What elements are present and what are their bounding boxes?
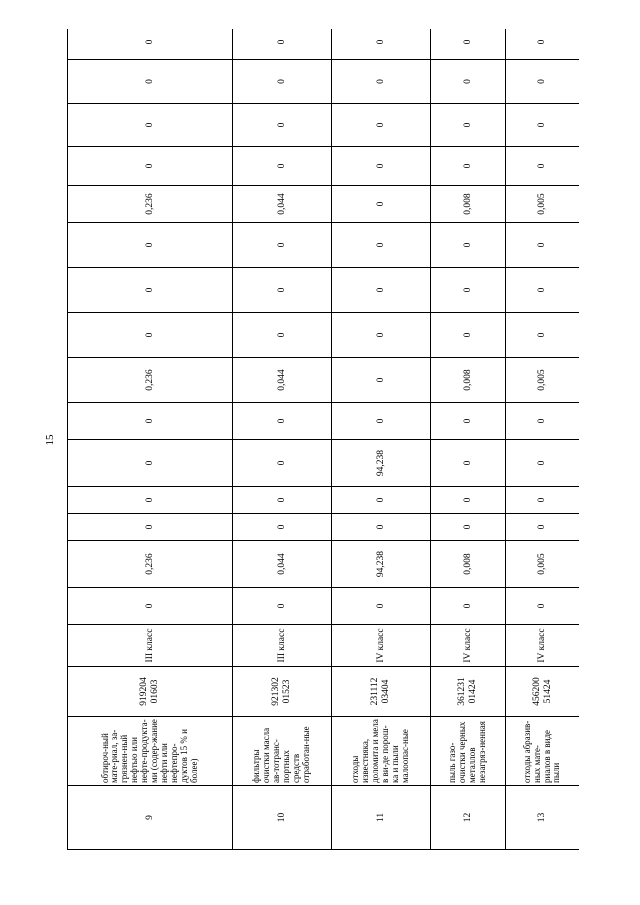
value-cell: 0 [431,313,506,358]
value-cell: 0 [332,60,431,104]
value-cell: 0 [332,358,431,403]
value-cell: 94,238 [332,440,431,487]
value-cell: 0 [506,60,580,104]
value-cell: 0 [506,29,580,60]
value-cell: 0 [233,60,332,104]
value-cell: 0,008 [431,541,506,588]
value-cell: 0 [431,223,506,268]
row-number-cell: 13 [506,786,580,850]
row-number-cell: 12 [431,786,506,850]
value-cell: 0 [506,268,580,313]
value-cell: 0 [506,588,580,625]
value-cell: 0,008 [431,358,506,403]
table-body [68,29,580,850]
value-cell: 0,236 [68,186,233,223]
value-cell: 0 [233,268,332,313]
value-cell: 0 [68,268,233,313]
value-cell: 0 [233,487,332,514]
value-cell: 0 [332,487,431,514]
value-cell: 0 [332,514,431,541]
hazard-class-cell: III класс [68,625,233,667]
value-cell: 0,005 [506,358,580,403]
value-cell: 0 [506,440,580,487]
value-cell: 0 [431,268,506,313]
value-cell: 0 [506,514,580,541]
hazard-class-cell: IV класс [431,625,506,667]
value-cell: 0 [68,104,233,147]
value-cell: 0 [506,487,580,514]
row-number-cell: 9 [68,786,233,850]
value-cell: 0 [68,223,233,268]
value-cell: 0 [68,440,233,487]
waste-code-cell: 361231 01424 [431,667,506,717]
value-cell: 0 [68,514,233,541]
waste-name-cell: отходы известняка, доломита и мела в ви-де порош-ка и пыли малоопас-ные [332,717,431,786]
value-cell: 0 [233,147,332,186]
value-cell: 0,005 [506,541,580,588]
value-cell: 0 [431,60,506,104]
value-cell: 0 [332,186,431,223]
value-cell: 0 [506,313,580,358]
hazard-class-cell: IV класс [506,625,580,667]
value-cell: 0,005 [506,186,580,223]
waste-code-cell: 456200 51424 [506,667,580,717]
value-cell: 0 [431,147,506,186]
value-cell: 0 [233,440,332,487]
value-cell: 0 [506,104,580,147]
page-number: 15 [44,434,56,446]
value-cell: 0 [506,223,580,268]
value-cell: 0 [68,60,233,104]
waste-name-cell: пыль газо-очистки черных металлов незагряз-ненная [431,717,506,786]
value-cell: 0 [233,514,332,541]
value-cell: 0 [332,147,431,186]
waste-name-cell: обтироч-ный мате-риал, за-грязнен-ный нефтью или нефте-продукта-ми (содер-жание нефти или нефтепро-дуктов 15 % и более) [68,717,233,786]
value-cell: 0 [431,487,506,514]
hazard-class-cell: III класс [233,625,332,667]
table-row [332,29,431,850]
value-cell: 0 [332,403,431,440]
value-cell: 0,236 [68,541,233,588]
value-cell: 0 [233,403,332,440]
value-cell: 0 [233,223,332,268]
waste-code-cell: 921302 01523 [233,667,332,717]
value-cell: 0 [233,313,332,358]
value-cell: 0 [506,403,580,440]
value-cell: 94,238 [332,541,431,588]
waste-name-cell: фильтры очистки масла ав-тотранс-портных средств отработан-ные [233,717,332,786]
waste-code-cell: 919204 01603 [68,667,233,717]
value-cell: 0 [68,588,233,625]
value-cell: 0 [506,147,580,186]
value-cell: 0 [332,223,431,268]
value-cell: 0 [332,268,431,313]
value-cell: 0 [431,440,506,487]
value-cell: 0 [68,29,233,60]
hazard-class-cell: IV класс [332,625,431,667]
value-cell: 0 [431,403,506,440]
value-cell: 0 [332,313,431,358]
waste-code-cell: 231112 03404 [332,667,431,717]
value-cell: 0 [68,487,233,514]
value-cell: 0 [233,29,332,60]
value-cell: 0,044 [233,541,332,588]
table-row [431,29,506,850]
value-cell: 0 [332,29,431,60]
value-cell: 0 [68,313,233,358]
value-cell: 0,008 [431,186,506,223]
row-number-cell: 10 [233,786,332,850]
table-row [68,29,233,850]
waste-table [67,29,579,850]
value-cell: 0 [233,588,332,625]
value-cell: 0 [431,514,506,541]
value-cell: 0,044 [233,358,332,403]
value-cell: 0 [431,29,506,60]
waste-name-cell: отходы абразив-ных мате-риалов в виде пыли [506,717,580,786]
value-cell: 0 [68,403,233,440]
table-row [506,29,580,850]
table-row [233,29,332,850]
value-cell: 0,236 [68,358,233,403]
value-cell: 0,044 [233,186,332,223]
value-cell: 0 [332,588,431,625]
value-cell: 0 [68,147,233,186]
row-number-cell: 11 [332,786,431,850]
value-cell: 0 [332,104,431,147]
table-container [67,29,579,850]
value-cell: 0 [233,104,332,147]
value-cell: 0 [431,588,506,625]
value-cell: 0 [431,104,506,147]
